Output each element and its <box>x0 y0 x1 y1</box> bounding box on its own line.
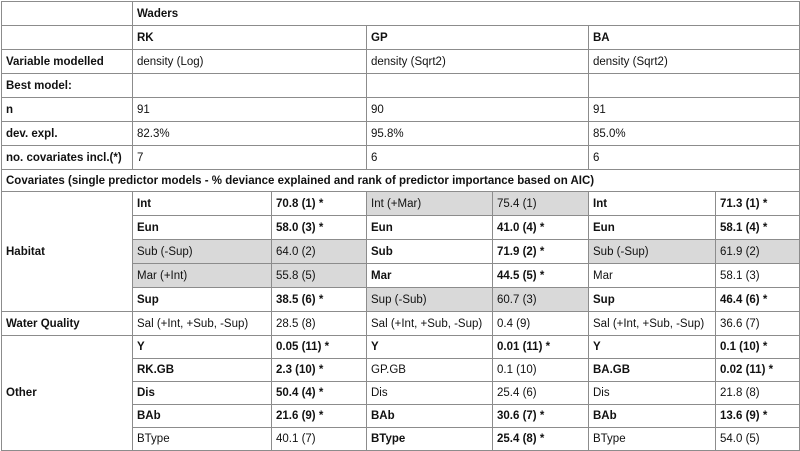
value-cell: 21.8 (8) <box>716 382 800 405</box>
value-cell: 40.1 (7) <box>272 428 367 451</box>
value-cell: 36.6 (7) <box>716 312 800 336</box>
covariates-count-gp: 6 <box>367 146 589 170</box>
value-cell: 0.1 (10) <box>493 359 589 382</box>
predictor-cell: Sup <box>589 288 716 312</box>
n-label: n <box>2 98 133 122</box>
value-cell: 70.8 (1) * <box>272 192 367 216</box>
table-row <box>2 312 800 336</box>
covariates-count-row <box>2 146 800 170</box>
predictor-cell: Int <box>133 192 272 216</box>
dev-expl-rk: 82.3% <box>133 122 367 146</box>
best-model-row <box>2 74 800 98</box>
predictor-cell: Eun <box>367 216 493 240</box>
dev-expl-label: dev. expl. <box>2 122 133 146</box>
covariates-table <box>1 1 800 451</box>
value-cell: 21.6 (9) * <box>272 405 367 428</box>
predictor-cell: Eun <box>133 216 272 240</box>
value-cell: 44.5 (5) * <box>493 264 589 288</box>
site-header-gp: GP <box>367 26 589 50</box>
table-row <box>2 336 800 359</box>
predictor-cell: BType <box>589 428 716 451</box>
covariates-title: Covariates (single predictor models - % deviance explained and rank of predictor importance based on AIC) <box>2 170 800 192</box>
value-cell: 50.4 (4) * <box>272 382 367 405</box>
variable-rk: density (Log) <box>133 50 367 74</box>
value-cell: 30.6 (7) * <box>493 405 589 428</box>
value-cell: 71.9 (2) * <box>493 240 589 264</box>
value-cell: 2.3 (10) * <box>272 359 367 382</box>
value-cell: 38.5 (6) * <box>272 288 367 312</box>
predictor-cell: Y <box>133 336 272 359</box>
n-row <box>2 98 800 122</box>
predictor-cell: Sal (+Int, +Sub, -Sup) <box>133 312 272 336</box>
predictor-cell: RK.GB <box>133 359 272 382</box>
predictor-cell: Sup <box>133 288 272 312</box>
value-cell: 25.4 (8) * <box>493 428 589 451</box>
value-cell: 71.3 (1) * <box>716 192 800 216</box>
predictor-cell: Int (+Mar) <box>367 192 493 216</box>
predictor-cell: Sup (-Sub) <box>367 288 493 312</box>
predictor-cell: GP.GB <box>367 359 493 382</box>
empty-cell <box>2 2 133 26</box>
site-header-ba: BA <box>589 26 800 50</box>
predictor-cell: Int <box>589 192 716 216</box>
predictor-cell: BAb <box>133 405 272 428</box>
value-cell: 64.0 (2) <box>272 240 367 264</box>
predictor-cell: Sub (-Sup) <box>589 240 716 264</box>
predictor-cell: BType <box>367 428 493 451</box>
value-cell: 58.0 (3) * <box>272 216 367 240</box>
predictor-cell: BType <box>133 428 272 451</box>
predictor-cell: Sal (+Int, +Sub, -Sup) <box>589 312 716 336</box>
predictor-cell: Y <box>367 336 493 359</box>
predictor-cell: Sub (-Sup) <box>133 240 272 264</box>
covariates-count-ba: 6 <box>589 146 800 170</box>
predictor-cell: Dis <box>589 382 716 405</box>
value-cell: 0.02 (11) * <box>716 359 800 382</box>
empty-cell <box>2 26 133 50</box>
category-other: Other <box>2 336 133 451</box>
group-label: Waders <box>133 2 800 26</box>
dev-expl-gp: 95.8% <box>367 122 589 146</box>
site-header-row <box>2 26 800 50</box>
predictor-cell: Sub <box>367 240 493 264</box>
value-cell: 58.1 (4) * <box>716 216 800 240</box>
value-cell: 75.4 (1) <box>493 192 589 216</box>
predictor-cell: Sal (+Int, +Sub, -Sup) <box>367 312 493 336</box>
best-model-label: Best model: <box>2 74 133 98</box>
predictor-cell: BA.GB <box>589 359 716 382</box>
empty-cell <box>133 74 367 98</box>
n-ba: 91 <box>589 98 800 122</box>
variable-row <box>2 50 800 74</box>
variable-ba: density (Sqrt2) <box>589 50 800 74</box>
value-cell: 61.9 (2) <box>716 240 800 264</box>
group-header-row <box>2 2 800 26</box>
predictor-cell: Dis <box>367 382 493 405</box>
table-row <box>2 192 800 216</box>
value-cell: 13.6 (9) * <box>716 405 800 428</box>
empty-cell <box>367 74 589 98</box>
value-cell: 54.0 (5) <box>716 428 800 451</box>
covariates-count-label: no. covariates incl.(*) <box>2 146 133 170</box>
value-cell: 28.5 (8) <box>272 312 367 336</box>
value-cell: 55.8 (5) <box>272 264 367 288</box>
value-cell: 0.4 (9) <box>493 312 589 336</box>
dev-expl-ba: 85.0% <box>589 122 800 146</box>
covariates-count-rk: 7 <box>133 146 367 170</box>
variable-gp: density (Sqrt2) <box>367 50 589 74</box>
category-water-quality: Water Quality <box>2 312 133 336</box>
predictor-cell: Y <box>589 336 716 359</box>
n-gp: 90 <box>367 98 589 122</box>
value-cell: 60.7 (3) <box>493 288 589 312</box>
value-cell: 58.1 (3) <box>716 264 800 288</box>
value-cell: 41.0 (4) * <box>493 216 589 240</box>
predictor-cell: Dis <box>133 382 272 405</box>
value-cell: 46.4 (6) * <box>716 288 800 312</box>
covariates-title-row <box>2 170 800 192</box>
predictor-cell: Eun <box>589 216 716 240</box>
predictor-cell: Mar (+Int) <box>133 264 272 288</box>
value-cell: 25.4 (6) <box>493 382 589 405</box>
variable-label: Variable modelled <box>2 50 133 74</box>
predictor-cell: Mar <box>367 264 493 288</box>
dev-expl-row <box>2 122 800 146</box>
value-cell: 0.05 (11) * <box>272 336 367 359</box>
category-habitat: Habitat <box>2 192 133 312</box>
empty-cell <box>589 74 800 98</box>
value-cell: 0.1 (10) * <box>716 336 800 359</box>
site-header-rk: RK <box>133 26 367 50</box>
predictor-cell: BAb <box>589 405 716 428</box>
value-cell: 0.01 (11) * <box>493 336 589 359</box>
predictor-cell: BAb <box>367 405 493 428</box>
n-rk: 91 <box>133 98 367 122</box>
predictor-cell: Mar <box>589 264 716 288</box>
